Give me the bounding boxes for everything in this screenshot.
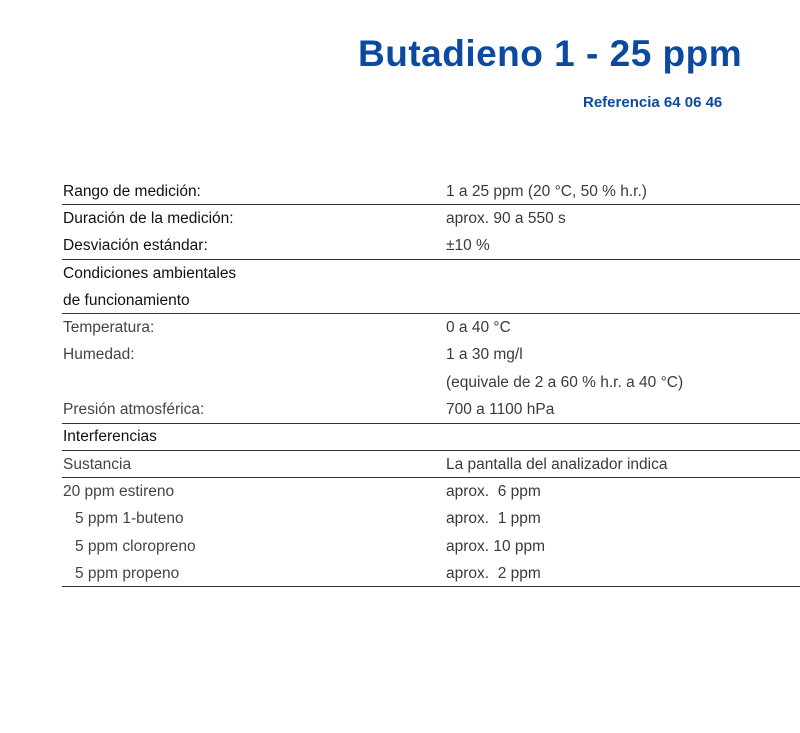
- substance-cell: 20 ppm estireno: [63, 482, 175, 500]
- humidity-note: (equivale de 2 a 60 % h.r. a 40 °C): [446, 373, 684, 391]
- table-row: [62, 560, 800, 587]
- deviation-value: ±10 %: [446, 237, 490, 255]
- substance-column-header: Sustancia: [63, 455, 132, 473]
- humidity-label: Humedad:: [63, 346, 135, 364]
- humidity-note-row: [62, 369, 800, 396]
- table-row: [62, 478, 800, 505]
- range-value: 1 a 25 ppm (20 °C, 50 % h.r.): [446, 182, 647, 200]
- display-cell: aprox. 1 ppm: [446, 510, 541, 528]
- substance-cell: 5 ppm 1-buteno: [75, 510, 184, 528]
- display-cell: aprox. 2 ppm: [446, 564, 541, 582]
- deviation-label: Desviación estándar:: [63, 237, 208, 255]
- table-row: [62, 533, 800, 560]
- table-row: [62, 506, 800, 533]
- spec-table: [62, 178, 800, 587]
- deviation-row: [62, 233, 800, 260]
- duration-row: [62, 205, 800, 232]
- env-heading-row: [62, 260, 800, 287]
- substance-cell: 5 ppm cloropreno: [75, 537, 196, 555]
- reference-number: Referencia 64 06 46: [583, 94, 723, 111]
- temperature-value: 0 a 40 °C: [446, 319, 511, 337]
- duration-label: Duración de la medición:: [63, 209, 234, 227]
- env-heading-line2: de funcionamiento: [63, 291, 190, 309]
- env-heading-line1: Condiciones ambientales: [63, 264, 237, 282]
- display-cell: aprox. 10 ppm: [446, 537, 546, 555]
- product-title: Butadieno 1 - 25 ppm: [358, 33, 743, 74]
- pressure-row: [62, 396, 800, 423]
- interferences-heading: Interferencias: [63, 428, 157, 446]
- pressure-value: 700 a 1100 hPa: [446, 401, 555, 419]
- range-row: [62, 178, 800, 205]
- env-heading-row-2: [62, 287, 800, 314]
- duration-value: aprox. 90 a 550 s: [446, 209, 566, 227]
- range-label: Rango de medición:: [63, 182, 201, 200]
- humidity-value: 1 a 30 mg/l: [446, 346, 523, 364]
- display-column-header: La pantalla del analizador indica: [446, 455, 668, 473]
- temperature-label: Temperatura:: [63, 319, 155, 337]
- substance-cell: 5 ppm propeno: [75, 564, 180, 582]
- temperature-row: [62, 314, 800, 341]
- interferences-heading-row: [62, 424, 800, 451]
- display-cell: aprox. 6 ppm: [446, 482, 541, 500]
- pressure-label: Presión atmosférica:: [63, 401, 205, 419]
- interferences-header-row: [62, 451, 800, 478]
- humidity-row: [62, 342, 800, 369]
